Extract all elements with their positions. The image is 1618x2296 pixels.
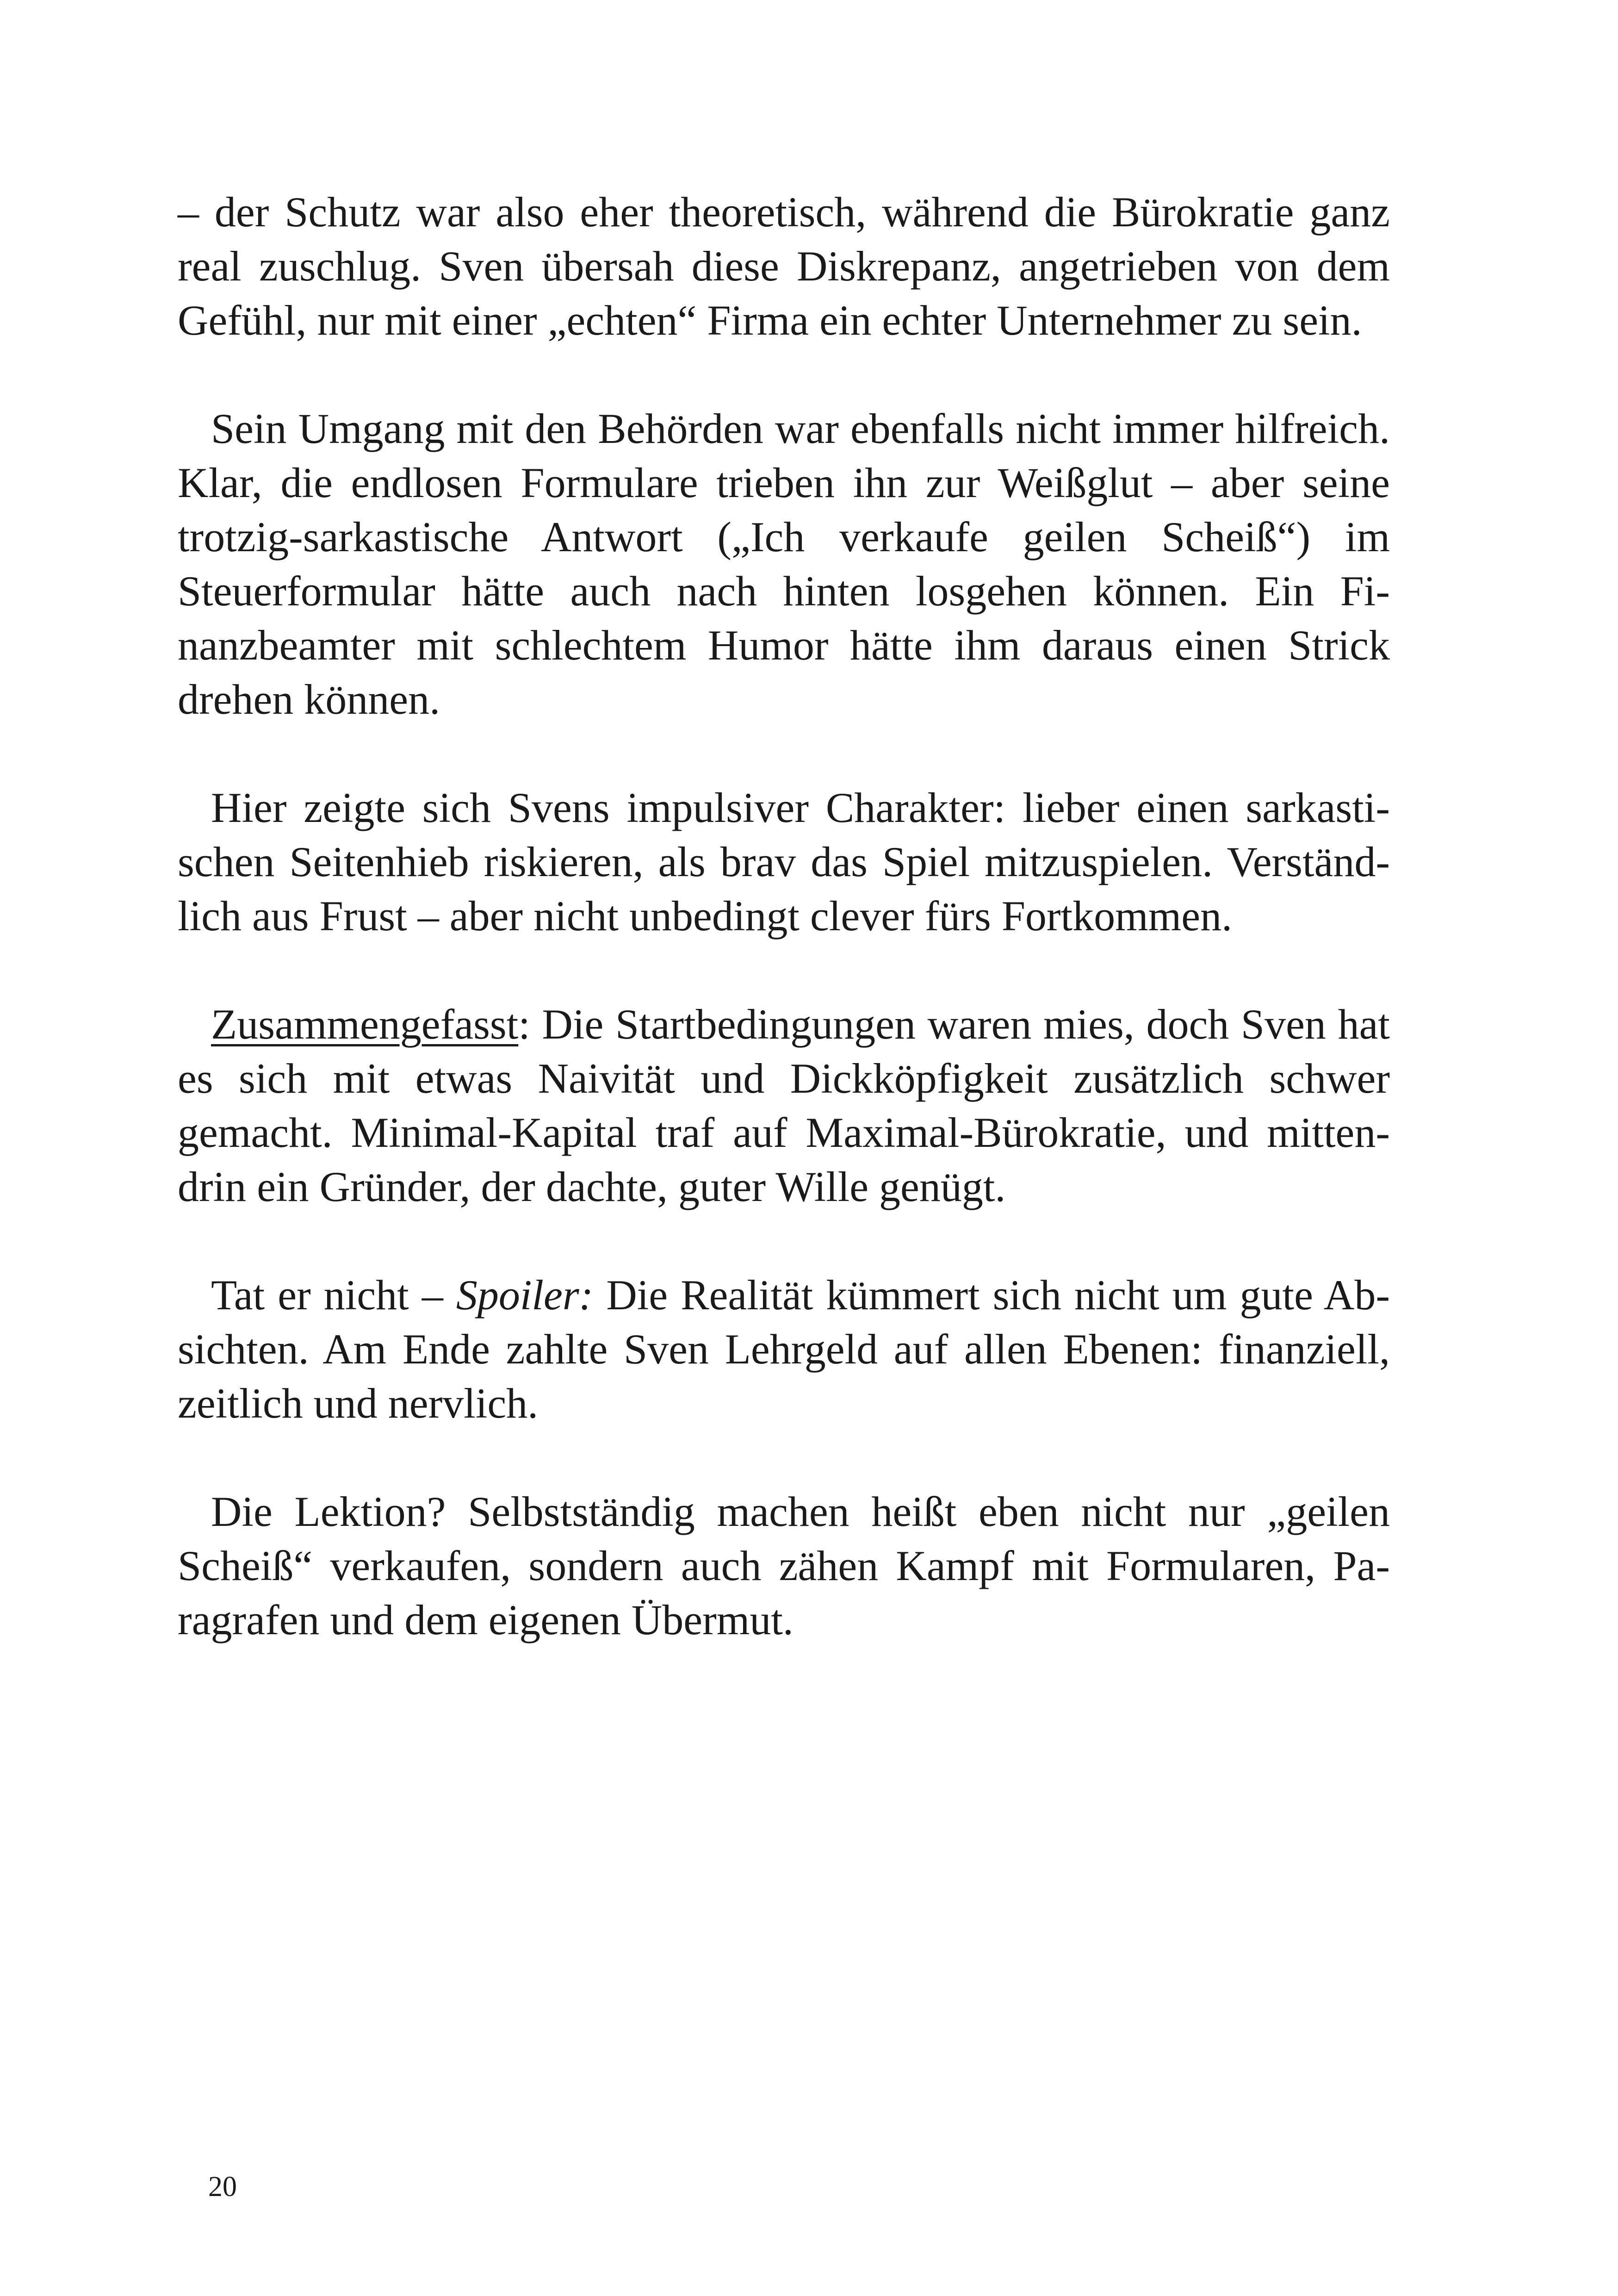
paragraph-5-text: Die Realität kümmert sich nicht um gute Absichten. Am Ende zahlte Sven Lehrgeld auf allen Ebenen: finanziell, zeitlich und nervlich. bbox=[178, 1271, 1390, 1427]
body-text bbox=[178, 185, 1390, 1701]
paragraph-4 bbox=[178, 997, 1390, 1214]
paragraph-5 bbox=[178, 1268, 1390, 1431]
paragraph-4-text: : Die Startbedingungen waren mies, doch Sven hat es sich mit etwas Naivität und Dickköpfigkeit zusätzlich schwer gemacht. Minimal-Kapital traf auf Maximal-Bürokratie, und mittendrin ein Gründer, der dachte, guter Wille genügt. bbox=[178, 1001, 1390, 1210]
paragraph-2: Sein Umgang mit den Behörden war ebenfalls nicht immer hilfreich. Klar, die endlosen Formulare trieben ihn zur Weißglut – aber seine trotzig-sarkastische Antwort („Ich verkaufe geilen Scheiß“) im Steuerformular hätte auch nach hinten losgehen können. Ein Finanzbeamter mit schlechtem Humor hätte ihm daraus einen Strick drehen können. bbox=[178, 405, 1390, 723]
paragraph-1: – der Schutz war also eher theoretisch, während die Bürokratie ganz real zuschlug. Sven übersah diese Diskrepanz, angetrieben von dem Gefühl, nur mit einer „echten“ Firma ein echter Unternehmer zu sein. bbox=[178, 188, 1390, 344]
paragraph-6: Die Lektion? Selbstständig machen heißt eben nicht nur „geilen Scheiß“ verkaufen, sondern auch zähen Kampf mit Formularen, Paragrafen und dem eigenen Übermut. bbox=[178, 1488, 1390, 1643]
paragraph-3: Hier zeigte sich Svens impulsiver Charakter: lieber einen sarkastischen Seitenhieb riskieren, als brav das Spiel mitzuspielen. Verständlich aus Frust – aber nicht unbedingt clever fürs Fortkommen. bbox=[178, 784, 1390, 940]
paragraph-5-lead: Tat er nicht – bbox=[211, 1271, 456, 1319]
spoiler-label: Spoiler: bbox=[456, 1271, 594, 1319]
page-number: 20 bbox=[208, 2171, 237, 2203]
summary-label: Zusammengefasst bbox=[211, 1001, 519, 1048]
